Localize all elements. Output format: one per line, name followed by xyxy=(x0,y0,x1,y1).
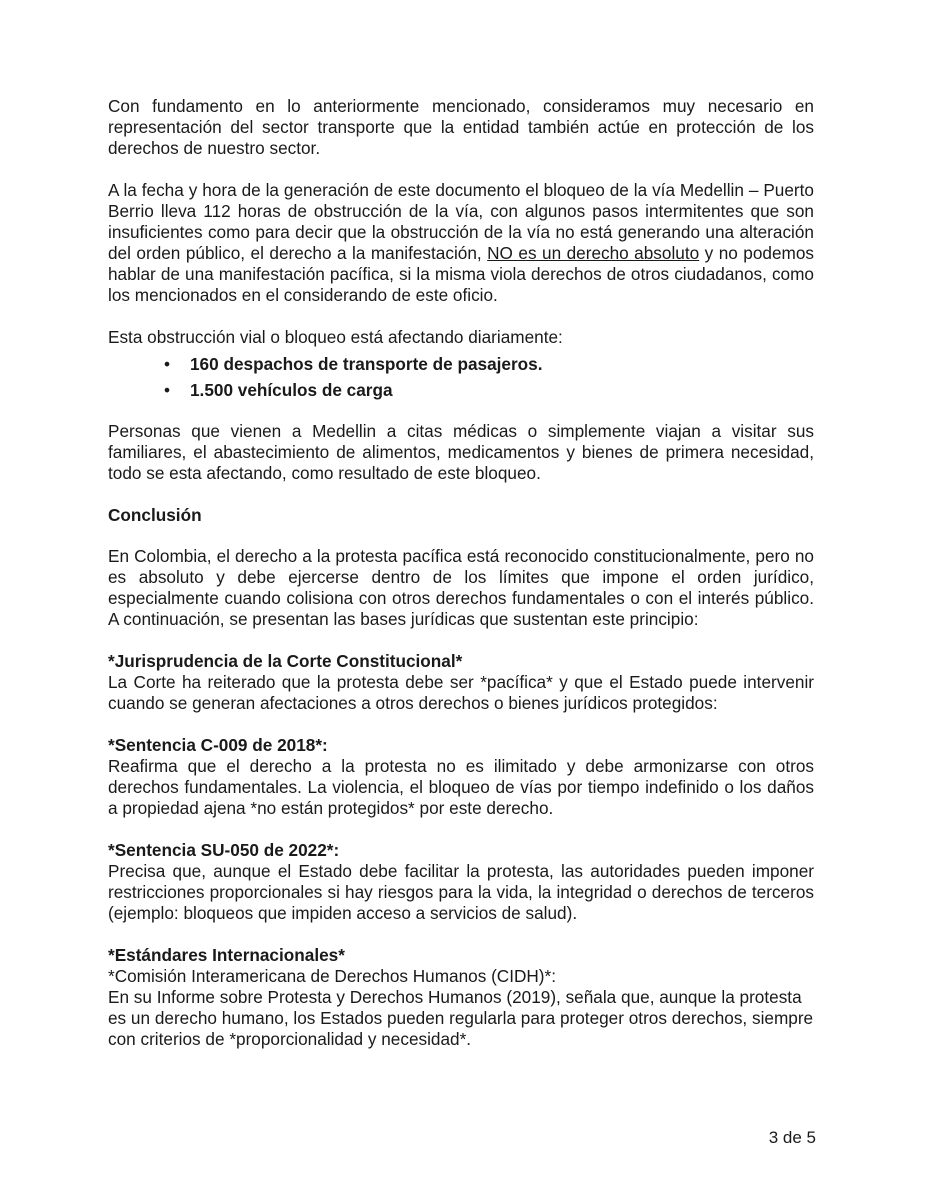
paragraph-sentencia-su050: Precisa que, aunque el Estado debe facilitar la protesta, las autoridades pueden imponer restricciones proporcionales si hay riesgos para la vida, la integridad o derechos de terceros (ejemplo: bloqueos que impiden acceso a servicios de salud). xyxy=(108,861,814,923)
document-page xyxy=(108,96,814,1050)
paragraph-personas: Personas que vienen a Medellin a citas médicas o simplemente viajan a visitar sus familiares, el abastecimiento de alimentos, medicamentos y bienes de primera necesidad, todo se esta afectando, como resultado de este bloqueo. xyxy=(108,421,814,483)
heading-estandares: *Estándares Internacionales* xyxy=(108,945,345,965)
heading-sentencia-su050: *Sentencia SU-050 de 2022*: xyxy=(108,840,340,860)
page-number: 3 de 5 xyxy=(768,1128,816,1147)
paragraph-afectacion-intro: Esta obstrucción vial o bloqueo está afectando diariamente: xyxy=(108,327,563,347)
paragraph-sentencia-c009: Reafirma que el derecho a la protesta no es ilimitado y debe armonizarse con otros derechos fundamentales. La violencia, el bloqueo de vías por tiempo indefinido o los daños a propiedad ajena *no están protegidos* por este derecho. xyxy=(108,756,814,818)
paragraph-conclusion: En Colombia, el derecho a la protesta pacífica está reconocido constitucionalmente, pero no es absoluto y debe ejercerse dentro de los límites que impone el orden jurídico, especialmente cuando colisiona con otros derechos fundamentales o con el interés público. A continuación, se presentan las bases jurídicas que sustentan este principio: xyxy=(108,546,814,629)
paragraph-jurisprudencia: La Corte ha reiterado que la protesta debe ser *pacífica* y que el Estado puede intervenir cuando se generan afectaciones a otros derechos o bienes jurídicos protegidos: xyxy=(108,672,814,713)
paragraph-bloqueo-end: y no podemos hablar de una manifestación pacífica, si la misma viola derechos de otros ciudadanos, como los mencionados en el considerando de este oficio. xyxy=(108,243,814,305)
paragraph-fundamento: Con fundamento en lo anteriormente mencionado, consideramos muy necesario en representación del sector transporte que la entidad también actúe en protección de los derechos de nuestro sector. xyxy=(108,96,814,158)
bullet-item: • 160 despachos de transporte de pasajeros. xyxy=(190,351,814,377)
paragraph-bloqueo xyxy=(108,180,814,306)
underlined-phrase: NO es un derecho absoluto xyxy=(487,243,700,263)
paragraph-cidh-title: *Comisión Interamericana de Derechos Humanos (CIDH)*: xyxy=(108,966,556,986)
heading-sentencia-c009: *Sentencia C-009 de 2018*: xyxy=(108,735,328,755)
heading-jurisprudencia: *Jurisprudencia de la Corte Constitucional* xyxy=(108,651,463,671)
paragraph-bloqueo-start: A la fecha y hora de la generación de este documento el bloqueo de la vía Medellin – Puerto Berrio lleva 112 horas de obstrucción de la vía, con algunos pasos intermitentes que son insuficientes como para decir que la obstrucción de la vía no está generando una alteración del orden público, el derecho a la manifestación, xyxy=(108,180,814,263)
paragraph-cidh: En su Informe sobre Protesta y Derechos Humanos (2019), señala que, aunque la protesta es un derecho humano, los Estados pueden regularla para proteger otros derechos, siempre con criterios de *proporcionalidad y necesidad*. xyxy=(108,987,814,1049)
impact-bullet-list xyxy=(108,351,814,403)
conclusion-heading: Conclusión xyxy=(108,505,202,525)
bullet-item: • 1.500 vehículos de carga xyxy=(190,377,814,403)
